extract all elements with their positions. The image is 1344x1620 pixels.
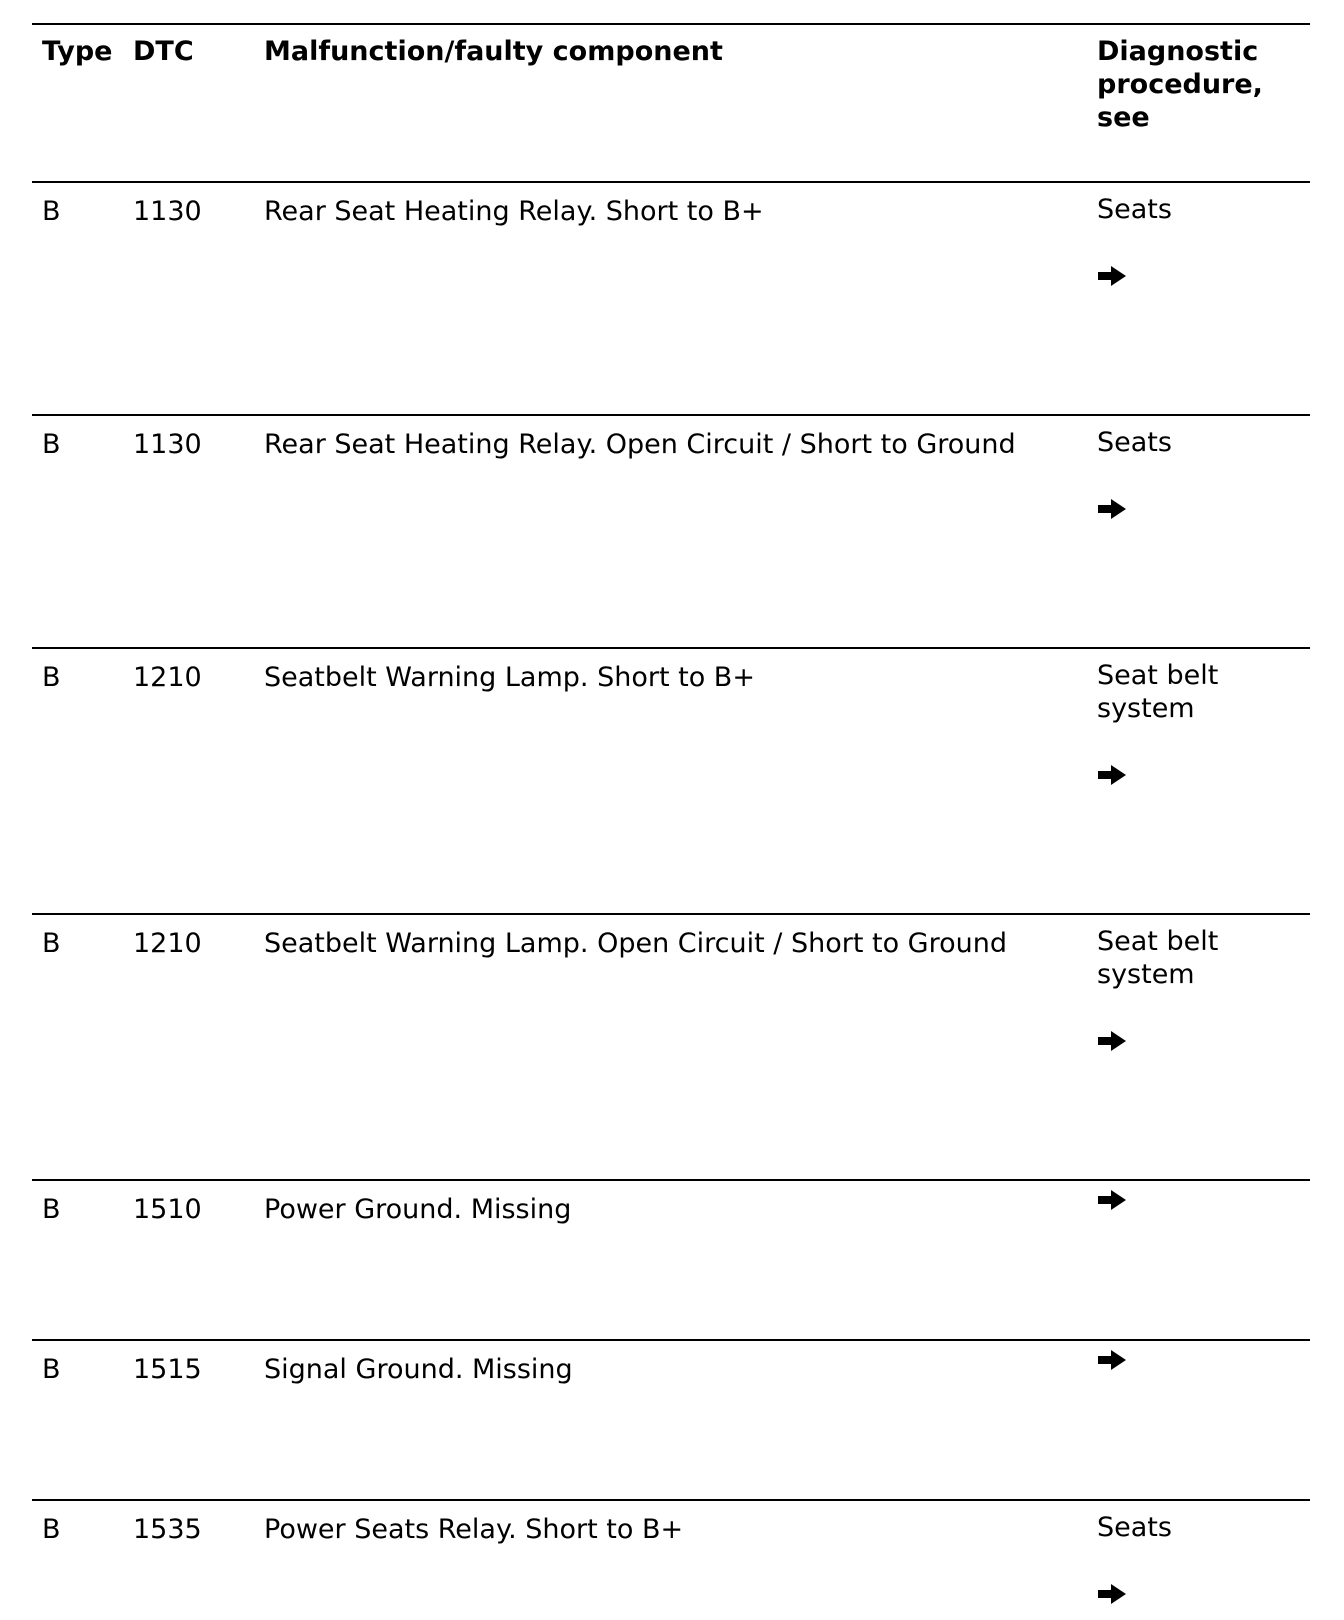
arrow-right-icon[interactable]: [1097, 1030, 1127, 1052]
row-diagnostic-link[interactable]: Seats: [1097, 427, 1172, 458]
arrow-right-icon[interactable]: [1097, 265, 1127, 287]
row-type: B: [42, 196, 61, 227]
row-malfunction: Seatbelt Warning Lamp. Short to B+: [264, 662, 755, 693]
row-diagnostic-link[interactable]: Seat belt system: [1097, 660, 1219, 724]
row-malfunction: Rear Seat Heating Relay. Short to B+: [264, 196, 764, 227]
header-diagnostic: Diagnostic procedure, see: [1097, 36, 1263, 133]
row-diagnostic-link[interactable]: Seat belt system: [1097, 926, 1219, 990]
header-type: Type: [42, 36, 113, 67]
row-type: B: [42, 928, 61, 959]
row-divider: [32, 1179, 1310, 1181]
arrow-right-icon[interactable]: [1097, 498, 1127, 520]
row-divider: [32, 1499, 1310, 1501]
row-type: B: [42, 662, 61, 693]
arrow-right-icon[interactable]: [1097, 1583, 1127, 1605]
row-divider: [32, 647, 1310, 649]
row-dtc: 1130: [133, 429, 202, 460]
row-malfunction: Seatbelt Warning Lamp. Open Circuit / Short to Ground: [264, 928, 1007, 959]
row-dtc: 1535: [133, 1514, 202, 1545]
row-dtc: 1130: [133, 196, 202, 227]
row-malfunction: Power Ground. Missing: [264, 1194, 572, 1225]
row-diagnostic-link[interactable]: Seats: [1097, 1512, 1172, 1543]
header-malfunction: Malfunction/faulty component: [264, 36, 723, 67]
row-type: B: [42, 1194, 61, 1225]
header-bottom-rule: [32, 181, 1310, 183]
arrow-right-icon[interactable]: [1097, 1349, 1127, 1371]
row-dtc: 1515: [133, 1354, 202, 1385]
row-dtc: 1510: [133, 1194, 202, 1225]
row-diagnostic-link[interactable]: Seats: [1097, 194, 1172, 225]
row-malfunction: Signal Ground. Missing: [264, 1354, 573, 1385]
row-divider: [32, 913, 1310, 915]
arrow-right-icon[interactable]: [1097, 764, 1127, 786]
row-divider: [32, 414, 1310, 416]
table-top-rule: [32, 23, 1310, 25]
header-dtc: DTC: [133, 36, 194, 67]
row-dtc: 1210: [133, 928, 202, 959]
row-malfunction: Power Seats Relay. Short to B+: [264, 1514, 684, 1545]
row-dtc: 1210: [133, 662, 202, 693]
arrow-right-icon[interactable]: [1097, 1189, 1127, 1211]
row-type: B: [42, 429, 61, 460]
row-malfunction: Rear Seat Heating Relay. Open Circuit / Short to Ground: [264, 429, 1016, 460]
row-type: B: [42, 1354, 61, 1385]
row-divider: [32, 1339, 1310, 1341]
row-type: B: [42, 1514, 61, 1545]
